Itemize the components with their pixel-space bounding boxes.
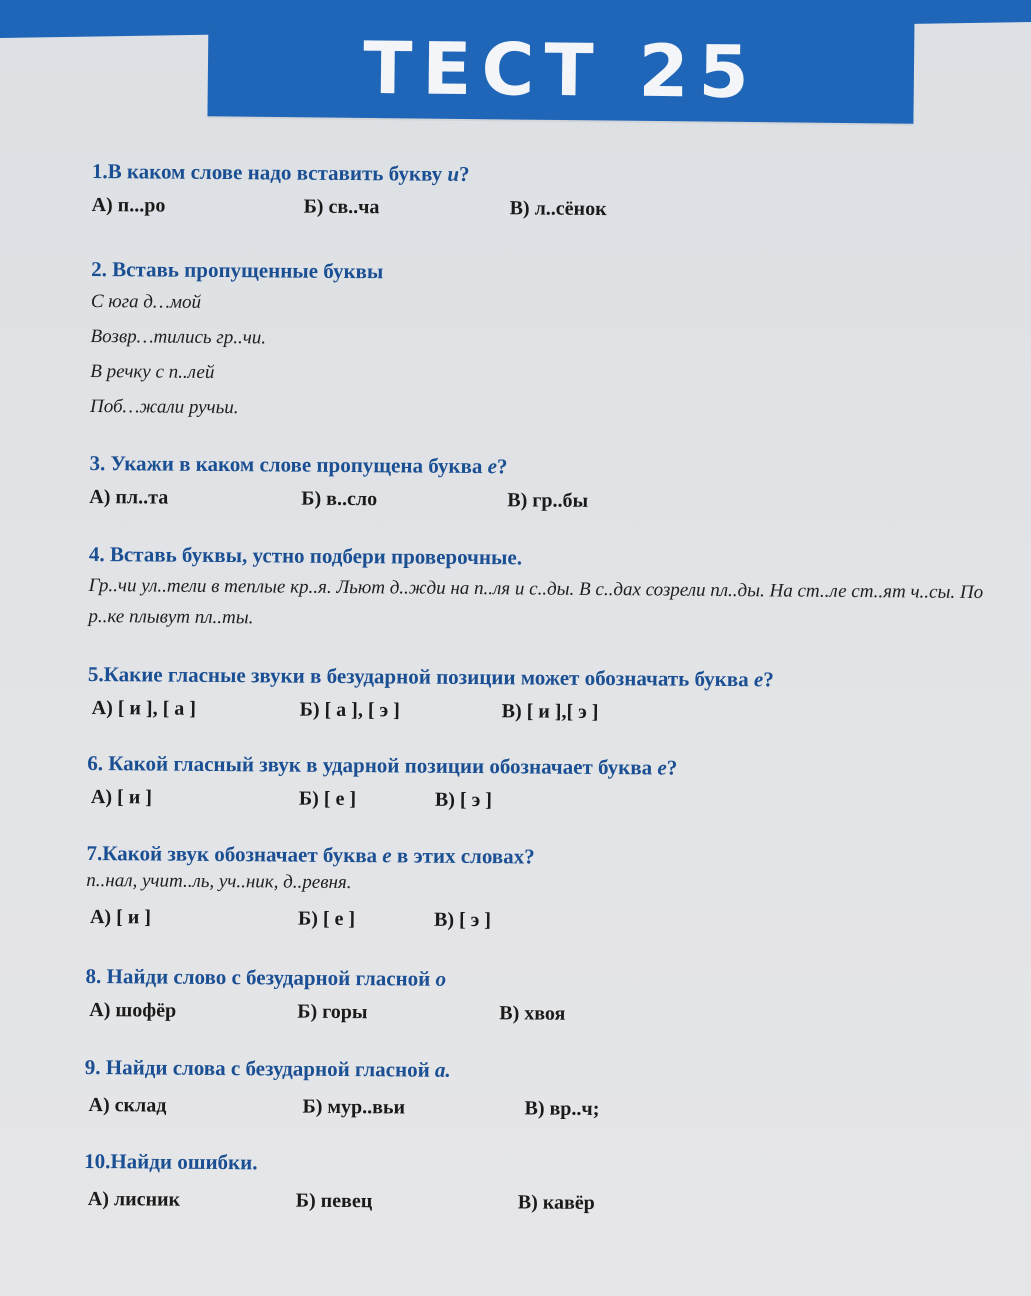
question-6-option-b[interactable]: Б) [ е ] (298, 787, 357, 811)
question-10 (84, 1148, 994, 1219)
question-5-option-c[interactable]: В) [ и ],[ э ] (501, 700, 599, 723)
question-8-option-c[interactable]: В) хвоя (499, 1002, 566, 1025)
question-3-options (89, 484, 999, 517)
question-3-title: 3. Укажи в каком слове пропущена буква е? (89, 450, 508, 479)
question-4 (88, 541, 999, 639)
question-9-title: 9. Найди слова с безударной гласной а. (84, 1054, 451, 1082)
question-1-title: 1.В каком слове надо вставить букву и? (91, 158, 470, 186)
question-6-options (87, 784, 997, 817)
question-8-option-b[interactable]: Б) горы (297, 1000, 368, 1024)
question-4-title: 4. Вставь буквы, устно подбери проверочные. (88, 541, 523, 570)
question-2-line-3: В речку с п..лей (90, 360, 215, 383)
question-7-option-c[interactable]: В) [ э ] (433, 908, 492, 932)
question-1 (92, 158, 1002, 225)
question-9 (84, 1054, 994, 1125)
question-6 (87, 750, 997, 817)
question-5-options (88, 695, 998, 728)
question-10-option-b[interactable]: Б) певец (295, 1189, 373, 1213)
question-8-options (85, 997, 995, 1030)
question-1-option-a[interactable]: А) п...ро (91, 193, 166, 217)
questions-area (84, 158, 1002, 1214)
question-10-option-a[interactable]: А) лисник (87, 1187, 181, 1211)
question-7-words: п..нал, учит..ль, уч..ник, д..ревня. (86, 869, 352, 894)
question-8-option-a[interactable]: А) шофёр (89, 999, 177, 1022)
question-6-option-c[interactable]: В) [ э ] (434, 788, 493, 812)
question-2-line-1: С юга д…мой (90, 290, 202, 313)
question-8-title: 8. Найди слово с безударной гласной о (85, 963, 447, 991)
question-5-option-a[interactable]: А) [ и ], [ а ] (91, 697, 197, 720)
question-2-line-2: Возвр…тились гр..чи. (90, 325, 267, 349)
question-2 (90, 256, 1001, 431)
question-3 (89, 450, 999, 517)
question-6-title: 6. Какой гласный звук в ударной позиции обозначает буква е? (87, 750, 678, 780)
question-9-option-b[interactable]: Б) мур..вьи (302, 1095, 406, 1119)
question-3-option-c[interactable]: В) гр..бы (507, 489, 589, 512)
question-7 (86, 840, 997, 937)
question-3-option-a[interactable]: А) пл..та (89, 485, 169, 509)
question-10-option-c[interactable]: В) кавёр (517, 1191, 595, 1214)
question-1-option-b[interactable]: Б) св..ча (303, 195, 380, 219)
question-2-title: 2. Вставь пропущенные буквы (91, 256, 384, 284)
question-10-title: 10.Найди ошибки. (84, 1148, 258, 1175)
page-title: ТЕСТ 25 (362, 25, 760, 115)
title-banner (207, 8, 914, 123)
question-5-title: 5.Какие гласные звуки в безударной позиции может обозначать буква е? (87, 661, 774, 692)
question-9-option-a[interactable]: А) склад (88, 1094, 167, 1117)
question-6-option-a[interactable]: А) [ и ] (90, 786, 153, 809)
question-10-options (84, 1186, 994, 1219)
question-7-title: 7.Какой звук обозначает буква е в этих словах? (86, 840, 535, 869)
question-3-option-b[interactable]: Б) в..сло (301, 487, 378, 511)
question-9-option-c[interactable]: В) вр..ч; (524, 1097, 600, 1121)
question-7-options (86, 904, 996, 937)
question-7-option-a[interactable]: А) [ и ] (89, 906, 152, 929)
question-8 (85, 963, 995, 1030)
question-1-options (92, 192, 1002, 225)
question-2-line-4: Поб…жали ручьи. (89, 395, 239, 419)
question-9-options (84, 1092, 994, 1125)
question-5-option-b[interactable]: Б) [ а ], [ э ] (299, 698, 400, 722)
question-4-text: Гр..чи ул..тели в теплые кр..я. Льют д..жди на п..ля и с..ды. В с..дах созрели пл..ды. На ст..ле ст..ят ч..сы. По р..ке плывут пл..ты. (88, 574, 984, 629)
question-5 (88, 661, 998, 728)
question-1-option-c[interactable]: В) л..сёнок (509, 197, 607, 221)
question-7-option-b[interactable]: Б) [ е ] (297, 907, 356, 931)
question-2-text (90, 284, 1001, 431)
